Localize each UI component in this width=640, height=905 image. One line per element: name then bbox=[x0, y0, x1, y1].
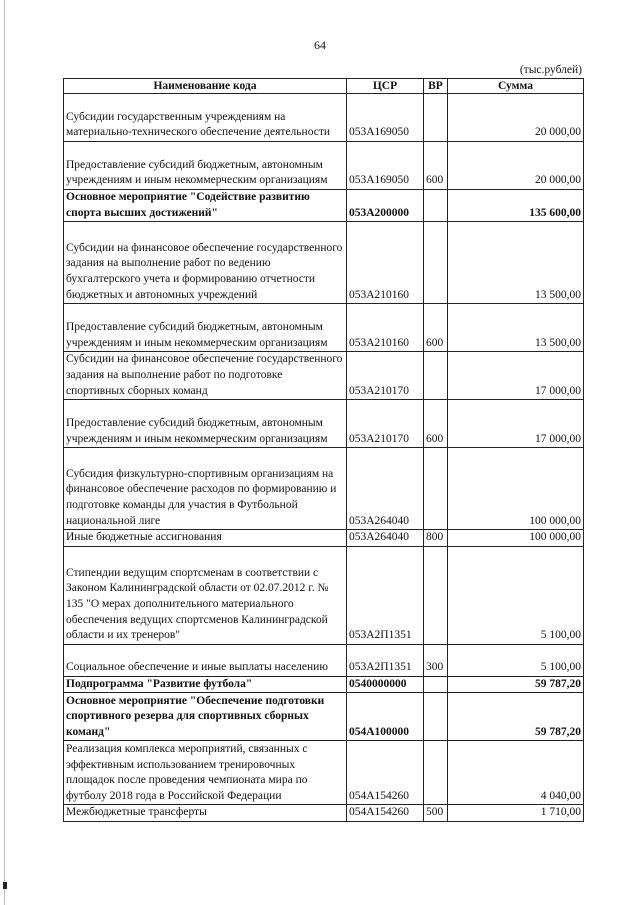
row-vr bbox=[424, 190, 448, 222]
row-sum: 20 000,00 bbox=[448, 94, 584, 142]
table-row bbox=[64, 546, 584, 644]
row-name: Предоставление субсидий бюджетным, автономным учреждениям и иным некоммерческим организациям bbox=[64, 304, 347, 352]
row-vr bbox=[424, 94, 448, 142]
header-row bbox=[64, 79, 584, 94]
row-name: Межбюджетные трансферты bbox=[64, 805, 347, 822]
row-vr bbox=[424, 222, 448, 304]
row-sum: 100 000,00 bbox=[448, 448, 584, 530]
table-row bbox=[64, 352, 584, 400]
row-vr bbox=[424, 546, 448, 644]
row-csr: 053А169050 bbox=[347, 142, 424, 190]
row-vr: 600 bbox=[424, 304, 448, 352]
table-row bbox=[64, 222, 584, 304]
row-vr: 600 bbox=[424, 142, 448, 190]
table-row bbox=[64, 400, 584, 448]
row-vr bbox=[424, 741, 448, 805]
margin-tick bbox=[3, 882, 7, 889]
row-csr: 0540000000 bbox=[347, 676, 424, 693]
row-vr bbox=[424, 676, 448, 693]
row-vr bbox=[424, 693, 448, 741]
row-sum: 20 000,00 bbox=[448, 142, 584, 190]
table-row bbox=[64, 805, 584, 822]
row-name: Субсидии на финансовое обеспечение государственного задания на выполнение работ по подготовке спортивных сборных команд bbox=[64, 352, 347, 400]
row-name: Основное мероприятие "Обеспечение подготовки спортивного резерва для спортивных сборных команд" bbox=[64, 693, 347, 741]
row-csr: 053А210170 bbox=[347, 400, 424, 448]
row-vr: 300 bbox=[424, 644, 448, 676]
table-row bbox=[64, 676, 584, 693]
row-name: Субсидия физкультурно-спортивным организациям на финансовое обеспечение расходов по формированию и подготовке команды для участия в Футбольной национальной лиге bbox=[64, 448, 347, 530]
header-name: Наименование кода bbox=[64, 79, 347, 94]
row-csr: 053А210170 bbox=[347, 352, 424, 400]
row-sum: 5 100,00 bbox=[448, 644, 584, 676]
table-row bbox=[64, 448, 584, 530]
row-csr: 054А154260 bbox=[347, 741, 424, 805]
row-sum: 17 000,00 bbox=[448, 352, 584, 400]
row-sum: 4 040,00 bbox=[448, 741, 584, 805]
row-name: Иные бюджетные ассигнования bbox=[64, 530, 347, 547]
header-csr: ЦСР bbox=[347, 79, 424, 94]
row-csr: 054А154260 bbox=[347, 805, 424, 822]
row-sum: 13 500,00 bbox=[448, 222, 584, 304]
row-csr: 053А210160 bbox=[347, 222, 424, 304]
margin-line bbox=[4, 0, 5, 905]
row-sum: 135 600,00 bbox=[448, 190, 584, 222]
row-sum: 1 710,00 bbox=[448, 805, 584, 822]
header-sum: Сумма bbox=[448, 79, 584, 94]
row-csr: 053А210160 bbox=[347, 304, 424, 352]
row-sum: 100 000,00 bbox=[448, 530, 584, 547]
row-csr: 053А200000 bbox=[347, 190, 424, 222]
row-name: Социальное обеспечение и иные выплаты населению bbox=[64, 644, 347, 676]
row-sum: 59 787,20 bbox=[448, 676, 584, 693]
table-row bbox=[64, 644, 584, 676]
row-name: Подпрограмма "Развитие футбола" bbox=[64, 676, 347, 693]
row-csr: 054А100000 bbox=[347, 693, 424, 741]
row-sum: 13 500,00 bbox=[448, 304, 584, 352]
row-vr bbox=[424, 352, 448, 400]
table-row bbox=[64, 142, 584, 190]
row-csr: 053А169050 bbox=[347, 94, 424, 142]
table-row bbox=[64, 304, 584, 352]
row-vr: 800 bbox=[424, 530, 448, 547]
row-csr: 053А264040 bbox=[347, 530, 424, 547]
row-name: Субсидии на финансовое обеспечение государственного задания на выполнение работ по ведению бухгалтерского учета и формированию отчетности бюджетных и автономных учреждений bbox=[64, 222, 347, 304]
row-csr: 053А264040 bbox=[347, 448, 424, 530]
table-row bbox=[64, 94, 584, 142]
row-csr: 053А2П1351 bbox=[347, 546, 424, 644]
row-name: Субсидии государственным учреждениям на материально-технического обеспечение деятельности bbox=[64, 94, 347, 142]
table-row bbox=[64, 741, 584, 805]
units-label: (тыс.рублей) bbox=[519, 64, 582, 76]
row-name: Предоставление субсидий бюджетным, автономным учреждениям и иным некоммерческим организациям bbox=[64, 400, 347, 448]
row-sum: 5 100,00 bbox=[448, 546, 584, 644]
header-vr: ВР bbox=[424, 79, 448, 94]
row-vr: 600 bbox=[424, 400, 448, 448]
budget-table bbox=[63, 78, 584, 822]
page-number: 64 bbox=[314, 38, 326, 52]
row-name: Реализация комплекса мероприятий, связанных с эффективным использованием тренировочных площадок после проведения чемпионата мира по футболу 2018 года в Российской Федерации bbox=[64, 741, 347, 805]
row-name: Основное мероприятие "Содействие развитию спорта высших достижений" bbox=[64, 190, 347, 222]
row-csr: 053А2П1351 bbox=[347, 644, 424, 676]
table-row bbox=[64, 530, 584, 547]
row-vr bbox=[424, 448, 448, 530]
row-sum: 59 787,20 bbox=[448, 693, 584, 741]
row-sum: 17 000,00 bbox=[448, 400, 584, 448]
table-row bbox=[64, 190, 584, 222]
table-row bbox=[64, 693, 584, 741]
row-name: Предоставление субсидий бюджетным, автономным учреждениям и иным некоммерческим организациям bbox=[64, 142, 347, 190]
row-name: Стипендии ведущим спортсменам в соответствии с Законом Калининградской области от 02.07.2012 г. № 135 "О мерах дополнительного материального обеспечения ведущих спортсменов Калининградской области и их тренеров" bbox=[64, 546, 347, 644]
row-vr: 500 bbox=[424, 805, 448, 822]
